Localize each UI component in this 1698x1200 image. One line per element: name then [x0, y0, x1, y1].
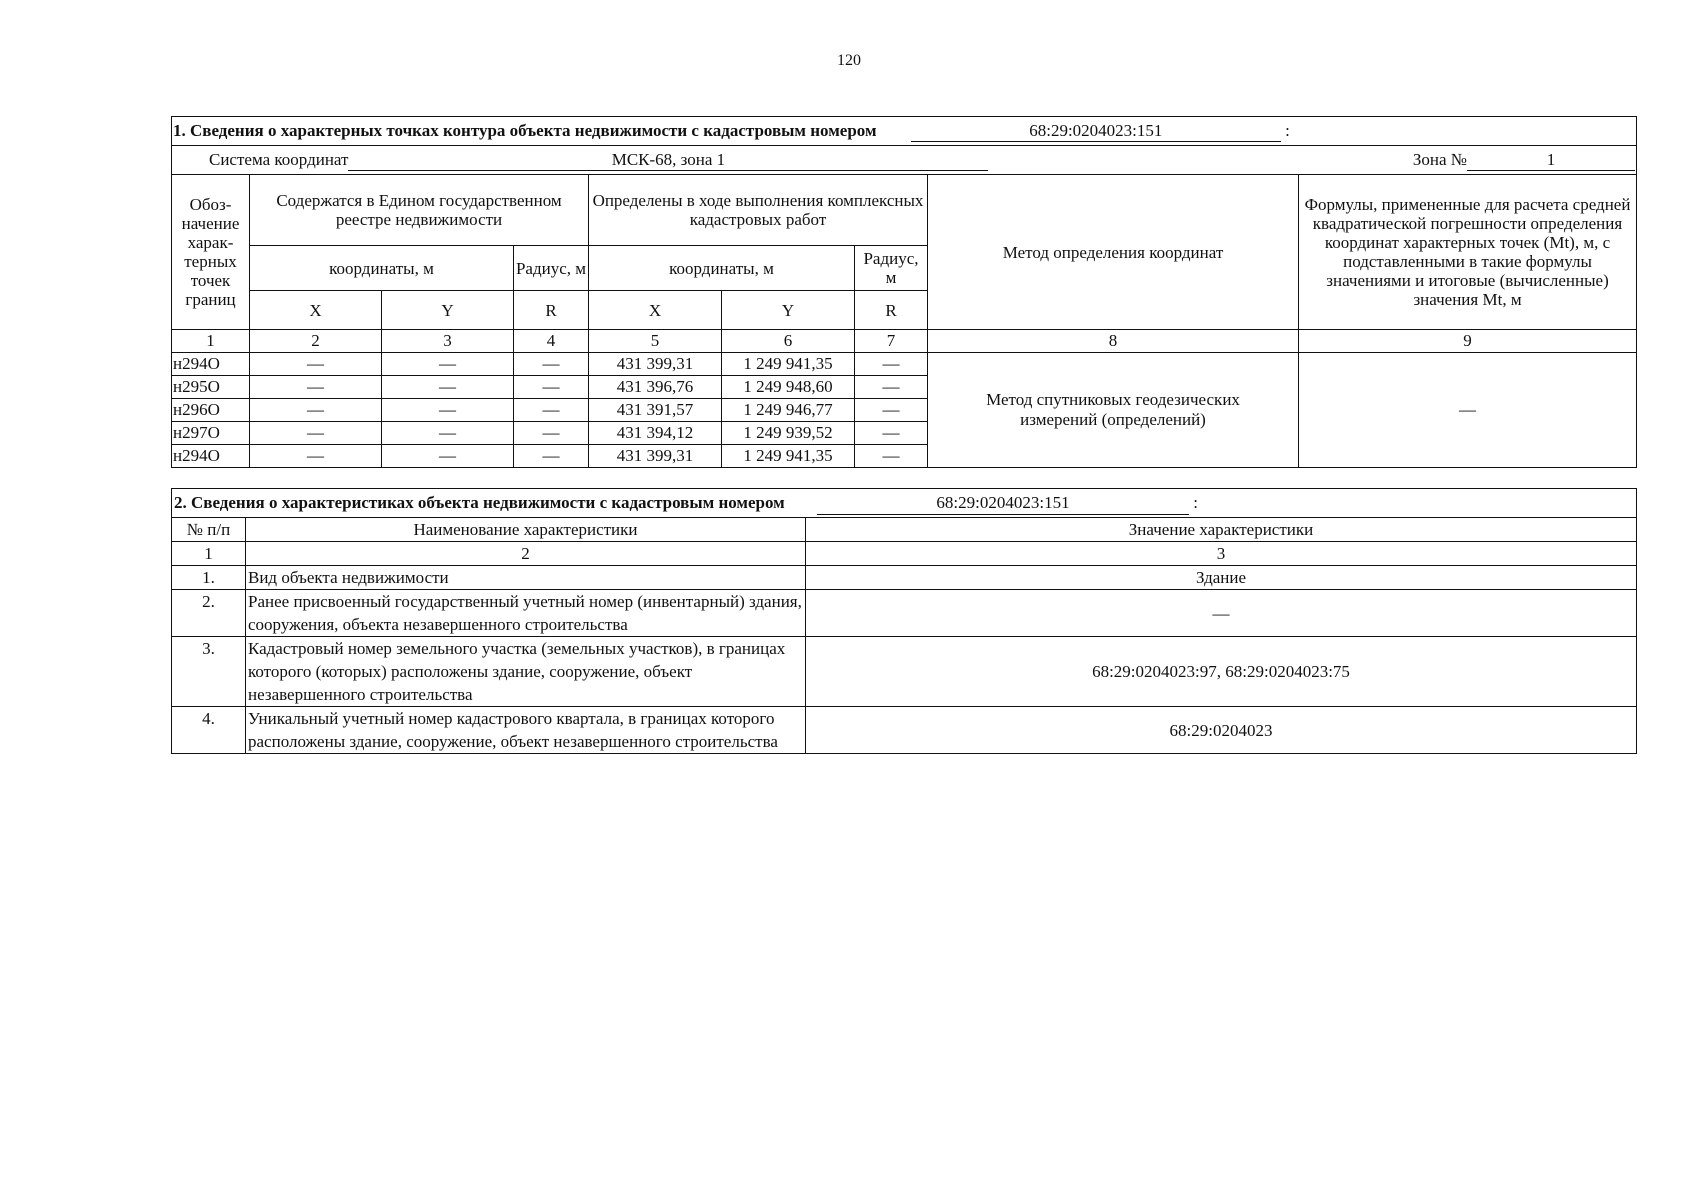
- header-formulas: Формулы, примененные для расчета средней квадратической погрешности определения координат характерных точек (Mt), м, с подставленными в такие формулы значениями и итоговые (вычисленные) значения Mt, м: [1299, 175, 1637, 330]
- coord-system-value: МСК-68, зона 1: [348, 150, 988, 171]
- y-egrn: —: [382, 445, 514, 468]
- section1-colon: :: [1285, 120, 1290, 140]
- y-kkr: 1 249 948,60: [722, 376, 855, 399]
- col-number: 7: [855, 330, 928, 353]
- characteristic-value: 68:29:0204023:97, 68:29:0204023:75: [806, 637, 1637, 707]
- x-kkr: 431 394,12: [589, 422, 722, 445]
- col-number: 3: [382, 330, 514, 353]
- r-egrn: —: [514, 353, 589, 376]
- table-row: [172, 707, 1637, 754]
- col-number: 2: [246, 542, 806, 566]
- y-kkr: 1 249 941,35: [722, 445, 855, 468]
- r-kkr: —: [855, 353, 928, 376]
- table-row: [172, 590, 1637, 637]
- characteristic-points-table: [171, 116, 1637, 468]
- row-number: 4.: [172, 707, 246, 754]
- zone-value: 1: [1467, 150, 1635, 171]
- x-kkr: 431 391,57: [589, 399, 722, 422]
- r-kkr: —: [855, 422, 928, 445]
- x-egrn: —: [250, 422, 382, 445]
- formulas-value: —: [1299, 353, 1637, 468]
- col-number: 6: [722, 330, 855, 353]
- r-egrn: —: [514, 445, 589, 468]
- point-id: н295О: [172, 376, 250, 399]
- r-egrn: —: [514, 422, 589, 445]
- r-kkr: —: [855, 445, 928, 468]
- col-number: 8: [928, 330, 1299, 353]
- section1-cadastral-number: 68:29:0204023:151: [911, 121, 1281, 142]
- row-number: 2.: [172, 590, 246, 637]
- characteristic-value: —: [806, 590, 1637, 637]
- y-egrn: —: [382, 353, 514, 376]
- section1-title: 1. Сведения о характерных точках контура объекта недвижимости с кадастровым номером: [173, 120, 877, 140]
- row-number: 3.: [172, 637, 246, 707]
- col-number: 1: [172, 330, 250, 353]
- col-number: 2: [250, 330, 382, 353]
- header-y-egrn: Y: [382, 291, 514, 330]
- coord-system-label: Система координат: [209, 149, 349, 169]
- col-number: 5: [589, 330, 722, 353]
- characteristic-name: Кадастровый номер земельного участка (земельных участков), в границах которого (которых) расположены здание, сооружение, объект незавершенного строительства: [246, 637, 806, 707]
- header-egrn: Содержатся в Едином государственном реестре недвижимости: [250, 175, 589, 246]
- header-num: № п/п: [172, 518, 246, 542]
- x-egrn: —: [250, 445, 382, 468]
- x-kkr: 431 399,31: [589, 353, 722, 376]
- x-kkr: 431 396,76: [589, 376, 722, 399]
- header-x-egrn: X: [250, 291, 382, 330]
- object-characteristics-table: [171, 488, 1637, 754]
- characteristic-name: Вид объекта недвижимости: [246, 566, 806, 590]
- point-id: н294О: [172, 445, 250, 468]
- header-kkr: Определены в ходе выполнения комплексных кадастровых работ: [589, 175, 928, 246]
- y-egrn: —: [382, 399, 514, 422]
- header-value: Значение характеристики: [806, 518, 1637, 542]
- table-row: [172, 566, 1637, 590]
- y-kkr: 1 249 939,52: [722, 422, 855, 445]
- section1-title-row: [172, 117, 1637, 146]
- characteristic-value: 68:29:0204023: [806, 707, 1637, 754]
- table-row: [172, 637, 1637, 707]
- header-x-kkr: X: [589, 291, 722, 330]
- zone-label: Зона №: [1412, 149, 1468, 169]
- x-egrn: —: [250, 353, 382, 376]
- header-coords-kkr: координаты, м: [589, 246, 855, 291]
- col-number: 3: [806, 542, 1637, 566]
- header-radius-egrn: Радиус, м: [514, 246, 589, 291]
- characteristic-value: Здание: [806, 566, 1637, 590]
- section2-title: 2. Сведения о характеристиках объекта недвижимости с кадастровым номером: [174, 493, 785, 512]
- header-point-designation: Обоз-начение харак-терных точек границ: [172, 175, 250, 330]
- y-egrn: —: [382, 376, 514, 399]
- r-egrn: —: [514, 399, 589, 422]
- header-coords-egrn: координаты, м: [250, 246, 514, 291]
- r-kkr: —: [855, 399, 928, 422]
- table-row: [172, 353, 1637, 376]
- point-id: н296О: [172, 399, 250, 422]
- header-r-egrn: R: [514, 291, 589, 330]
- x-egrn: —: [250, 399, 382, 422]
- header-r-kkr: R: [855, 291, 928, 330]
- page-number: 120: [837, 52, 861, 69]
- x-kkr: 431 399,31: [589, 445, 722, 468]
- point-id: н297О: [172, 422, 250, 445]
- r-kkr: —: [855, 376, 928, 399]
- col-number: 4: [514, 330, 589, 353]
- section2-cadastral-number: 68:29:0204023:151: [817, 491, 1189, 515]
- header-method: Метод определения координат: [928, 175, 1299, 330]
- method-value: Метод спутниковых геодезических измерений (определений): [928, 353, 1299, 468]
- characteristic-name: Ранее присвоенный государственный учетный номер (инвентарный) здания, сооружения, объекта незавершенного строительства: [246, 590, 806, 637]
- header-name: Наименование характеристики: [246, 518, 806, 542]
- column-numbers-row: [172, 330, 1637, 353]
- x-egrn: —: [250, 376, 382, 399]
- row-number: 1.: [172, 566, 246, 590]
- section2-title-row: [172, 489, 1637, 518]
- header-y-kkr: Y: [722, 291, 855, 330]
- col-number: 1: [172, 542, 246, 566]
- characteristic-name: Уникальный учетный номер кадастрового квартала, в границах которого расположены здание, сооружение, объект незавершенного строительства: [246, 707, 806, 754]
- y-egrn: —: [382, 422, 514, 445]
- section2-colon: :: [1193, 493, 1198, 512]
- y-kkr: 1 249 946,77: [722, 399, 855, 422]
- header-radius-kkr: Радиус, м: [855, 246, 928, 291]
- r-egrn: —: [514, 376, 589, 399]
- point-id: н294О: [172, 353, 250, 376]
- coord-system-row: [172, 146, 1637, 175]
- y-kkr: 1 249 941,35: [722, 353, 855, 376]
- col-number: 9: [1299, 330, 1637, 353]
